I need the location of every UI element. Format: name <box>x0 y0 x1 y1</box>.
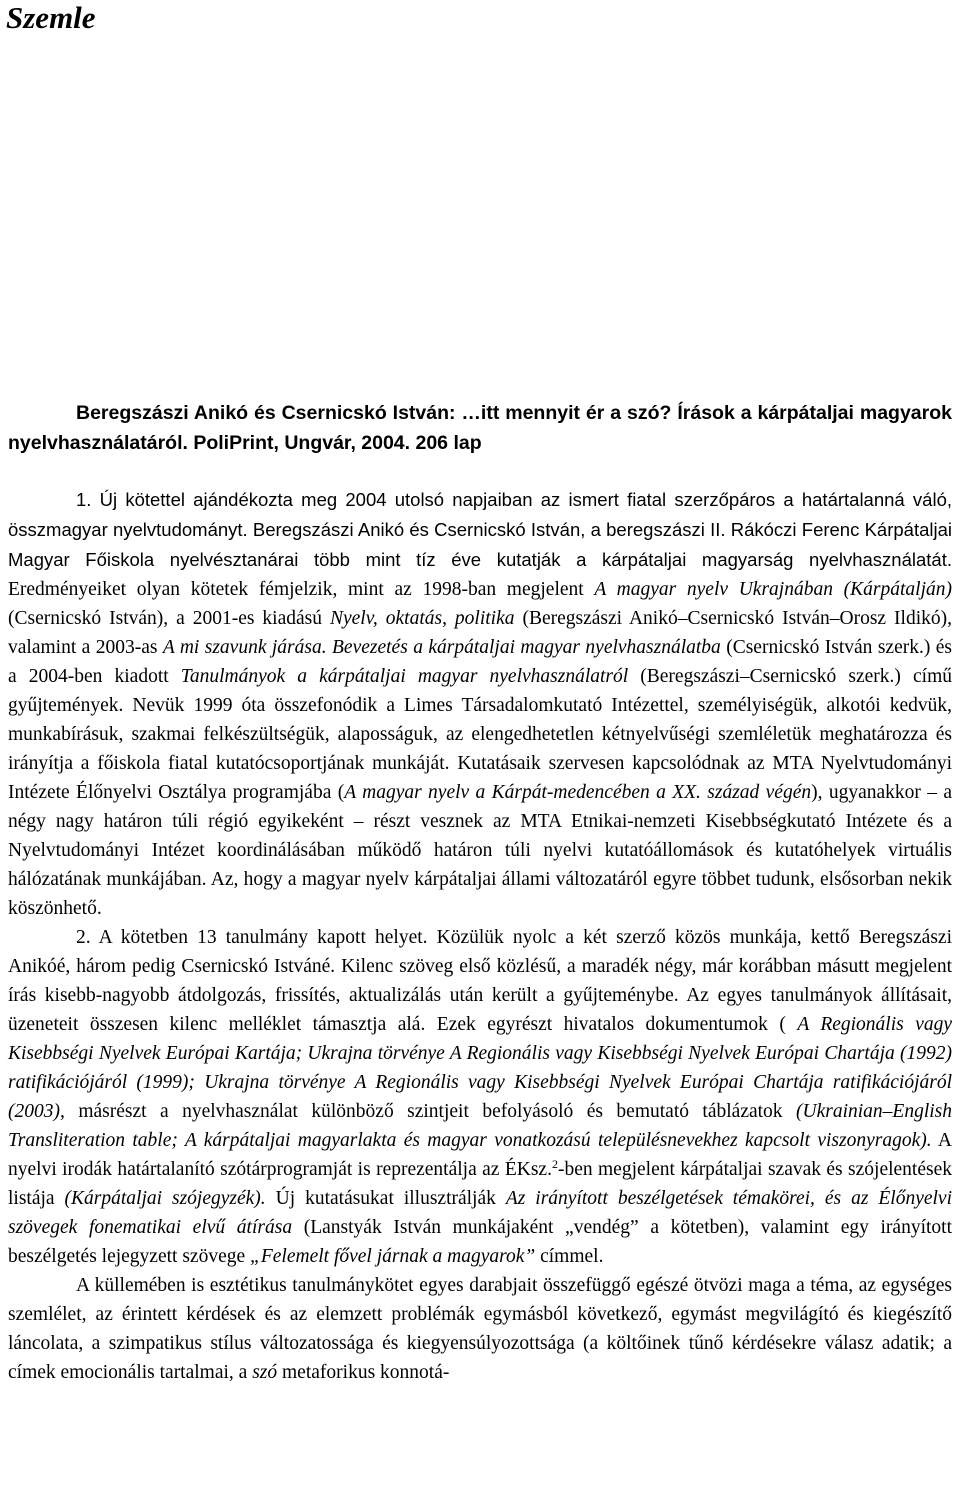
text-run: -ben megjelent kárpátaljai szavak és szójelentések listája <box>8 1159 952 1209</box>
text-run: A nyelvi irodák határtalanító szótárprogramját is reprezentálja az ÉKsz. <box>8 1130 952 1180</box>
document-titles: A Regionális vagy Kisebbségi Nyelvek Európai Kartája; Ukrajna törvénye A Regionális vagy Kisebbségi Nyelvek Európai Chartája (1992) ratifikációjáról (1999); Ukrajna törvénye A Regionális vagy Kisebbségi Nyelvek Európai Chartája ratifikációjáról (2003), <box>8 1014 953 1122</box>
text-run: ), ugyanakkor – a négy nagy határon túli régió egyikeként – részt vesznek az MTA Etnikai-nemzeti Kisebbségkutató Intézete és a Nyelvtudományi Intézet koordinálásában működő határon túli nyelvi kutatóállomások és kutatóhelyek virtuális hálózatának munkájában. Az, hogy a magyar nyelv kárpátaljai állami változatáról egyre többet tudunk, elsősorban nekik köszönhető. <box>8 782 953 919</box>
text-run: (Csernicskó István), a 2001-es kiadású <box>8 608 330 629</box>
text-run: 1. Új kötettel ajándékozta meg 2004 utolsó napjaiban az ismert fiatal szerzőpáros a határtalanná váló, összmagyar nyelvtudományt. Beregszászi Anikó és Csernicskó István, a beregszászi II. Rákóczi Ferenc Kárpátaljai Magyar Főiskola nyelvésztanárai több mint tíz éve kutatják a kárpátaljai magyarság nyelvhasználatát. <box>8 489 952 570</box>
section-title: Szemle <box>6 0 96 35</box>
text-run: másrészt a nyelvhasználat különböző szintjeit befolyásoló és bemutató táblázatok <box>64 1101 796 1122</box>
text-run: metaforikus konnotá- <box>277 1362 450 1383</box>
text-run: címmel. <box>535 1246 604 1267</box>
glossary-title: (Kárpátaljai szójegyzék). <box>64 1188 266 1209</box>
text-run: Új kutatásukat illusztrálják <box>265 1188 506 1209</box>
paragraph-1 <box>8 485 952 923</box>
conversation-title: „Felemelt fővel járnak a magyarok” <box>250 1246 536 1267</box>
text-run: (Lanstyák István munkájaként „vendég” a kötetben), valamint egy irányított beszélgetés lejegyzett szövege <box>8 1217 952 1267</box>
text-run: (Csernicskó István szerk.) és a 2004-ben kiadott <box>8 637 953 687</box>
text-run: (Beregszászi Anikó–Csernicskó István–Orosz Ildikó), valamint a 2003-as <box>8 608 952 658</box>
paragraph-2 <box>8 923 952 1271</box>
appendix-titles: Az irányított beszélgetések témakörei, és az Élőnyelvi szövegek fonematikai elvű átírása <box>8 1188 952 1238</box>
emphasis-word: szó <box>252 1362 278 1383</box>
review-body <box>8 485 952 1387</box>
book-title: Tanulmányok a kárpátaljai magyar nyelvhasználatról <box>180 666 629 687</box>
book-title: A mi szavunk járása. Bevezetés a kárpátaljai magyar nyelvhasználatba <box>162 637 721 658</box>
review-heading: Beregszászi Anikó és Csernicskó István: …itt mennyit ér a szó? Írások a kárpátaljai magyarok nyelvhasználatáról. PoliPrint, Ungvár, 2004. 206 lap <box>8 402 952 454</box>
text-run: 2. A kötetben 13 tanulmány kapott helyet. Közülük nyolc a két szerző közös munkája, kettő Beregszászi Anikóé, három pedig Csernicskó Istváné. Kilenc szöveg első közlésű, a maradék négy, már korábban másutt megjelent írás kisebb-nagyobb átdolgozás, frissítés, aktualizálás után került a gyűjteménybe. Az egyes tanulmányok állításait, üzeneteit összesen kilenc melléklet támasztja alá. Ezek egyrészt hivatalos dokumentumok ( <box>8 927 952 1035</box>
text-run: (Beregszászi–Csernicskó szerk.) című gyűjtemények. Nevük 1999 óta összefonódik a Limes Társadalomkutató Intézettel, személyiségük, alkotói kedvük, munkabírásuk, szakmai felkészültségük, alaposságuk, az elengedhetetlen kétnyelvűségi szemléletük meghatározza és irányítja a főiskola fiatal kutatócsoportjának munkáját. Kutatásaik szervesen kapcsolódnak az MTA Nyelvtudományi Intézete Élőnyelvi Osztálya programjába ( <box>8 666 952 803</box>
table-titles: (Ukrainian–English Transliteration table; A kárpátaljai magyarlakta és magyar vonatkozású településnevekhez kapcsolt viszonyragok). <box>8 1101 952 1151</box>
edition-superscript: 2 <box>551 1157 558 1171</box>
program-title: A magyar nyelv a Kárpát-medencében a XX. század végén <box>344 782 812 803</box>
paragraph-3 <box>8 1271 952 1387</box>
book-title: Nyelv, oktatás, politika <box>329 608 515 629</box>
text-run: Eredményeiket olyan kötetek fémjelzik, mint az 1998-ban megjelent <box>8 579 595 600</box>
text-run: A küllemében is esztétikus tanulmánykötet egyes darabjait összefüggő egészé ötvözi maga a téma, az egységes szemlélet, az érintett kérdések és az elemzett problémák egymásból következő, egymást megvilágító és kiegészítő láncolata, a szimpatikus stílus változatossága és kiegyensúlyozottsága (a költőinek tűnő kérdésekre válasz adatik; a címek emocionális tartalmai, a <box>8 1275 952 1383</box>
book-title: A magyar nyelv Ukrajnában (Kárpátalján) <box>594 579 952 600</box>
